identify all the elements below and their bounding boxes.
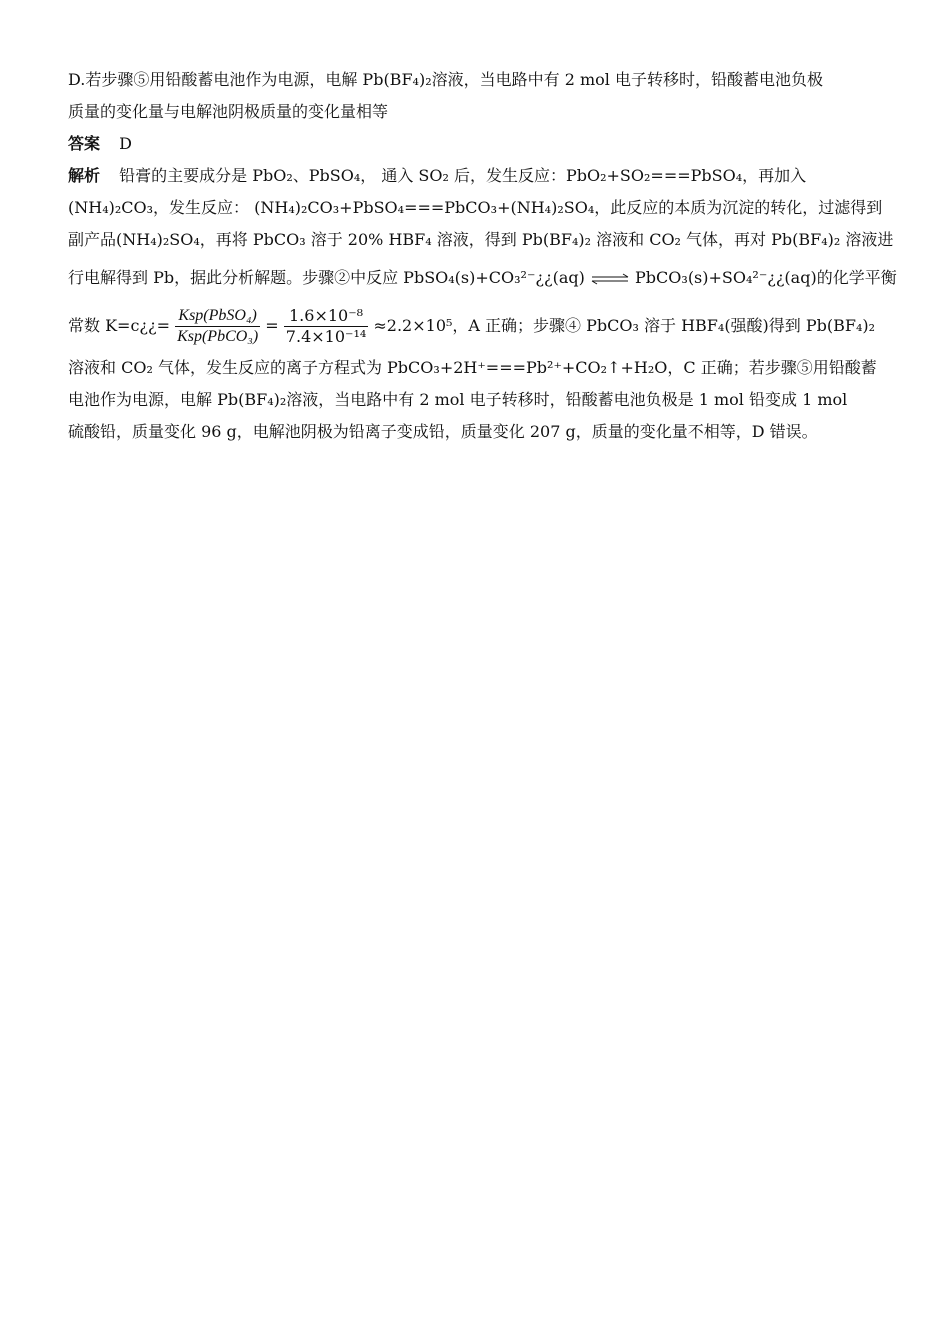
numeric-fraction — [284, 307, 368, 345]
document-page — [68, 64, 897, 448]
analysis-text-4a: 行电解得到 Pb，据此分析解题。步骤②中反应 PbSO₄(s)+CO₃²⁻¿¿(aq) — [68, 268, 585, 287]
analysis-line-6: 溶液和 CO₂ 气体，发生反应的离子方程式为 PbCO₃+2H⁺===Pb²⁺+CO₂↑+H₂O，C 正确；若步骤⑤用铅酸蓄 — [68, 358, 877, 377]
analysis-label: 解析 — [68, 166, 101, 185]
answer-row — [68, 128, 883, 160]
analysis-text-4b: PbCO₃(s)+SO₄²⁻¿¿(aq)的化学平衡 — [635, 268, 897, 287]
option-d-line-2: 质量的变化量与电解池阴极质量的变化量相等 — [68, 102, 389, 121]
ksp-numerator: Ksp(PbSO₄) — [175, 307, 260, 327]
ksp-denominator: Ksp(PbCO₃) — [177, 328, 259, 345]
numeric-denominator: 7.4×10⁻¹⁴ — [285, 327, 367, 346]
equilibrium-arrow-icon — [590, 273, 630, 285]
equals-sign: = — [265, 316, 279, 335]
analysis-text-1: 铅膏的主要成分是 PbO₂、PbSO₄， 通入 SO₂ 后，发生反应：PbO₂+SO₂===PbSO₄，再加入 — [119, 166, 807, 185]
answer-label: 答案 — [68, 134, 101, 153]
answer-value: D — [119, 134, 132, 153]
analysis-line-4 — [68, 256, 897, 300]
numeric-numerator: 1.6×10⁻⁸ — [284, 307, 368, 327]
analysis-line-8: 硫酸铅，质量变化 96 g，电解池阴极为铅离子变成铅，质量变化 207 g，质量的变化量不相等，D 错误。 — [68, 422, 818, 441]
analysis-line-7: 电池作为电源，电解 Pb(BF₄)₂溶液，当电路中有 2 mol 电子转移时，铅酸蓄电池负极是 1 mol 铅变成 1 mol — [68, 390, 848, 409]
analysis-line-2: (NH₄)₂CO₃，发生反应： (NH₄)₂CO₃+PbSO₄===PbCO₃+(NH₄)₂SO₄，此反应的本质为沉淀的转化，过滤得到 — [68, 198, 883, 217]
analysis-line-1 — [68, 160, 883, 192]
analysis-text-5a: 常数 K=c¿¿= — [68, 316, 170, 335]
analysis-line-5 — [68, 300, 883, 352]
analysis-line-3: 副产品(NH₄)₂SO₄，再将 PbCO₃ 溶于 20% HBF₄ 溶液，得到 Pb(BF₄)₂ 溶液和 CO₂ 气体，再对 Pb(BF₄)₂ 溶液进 — [68, 230, 894, 249]
ksp-ratio-fraction — [175, 307, 260, 345]
option-d-line-1: D.若步骤⑤用铅酸蓄电池作为电源，电解 Pb(BF₄)₂溶液，当电路中有 2 mol 电子转移时，铅酸蓄电池负极 — [68, 70, 823, 89]
analysis-text-5b: ≈2.2×10⁵，A 正确；步骤④ PbCO₃ 溶于 HBF₄(强酸)得到 Pb(BF₄)₂ — [373, 316, 876, 335]
